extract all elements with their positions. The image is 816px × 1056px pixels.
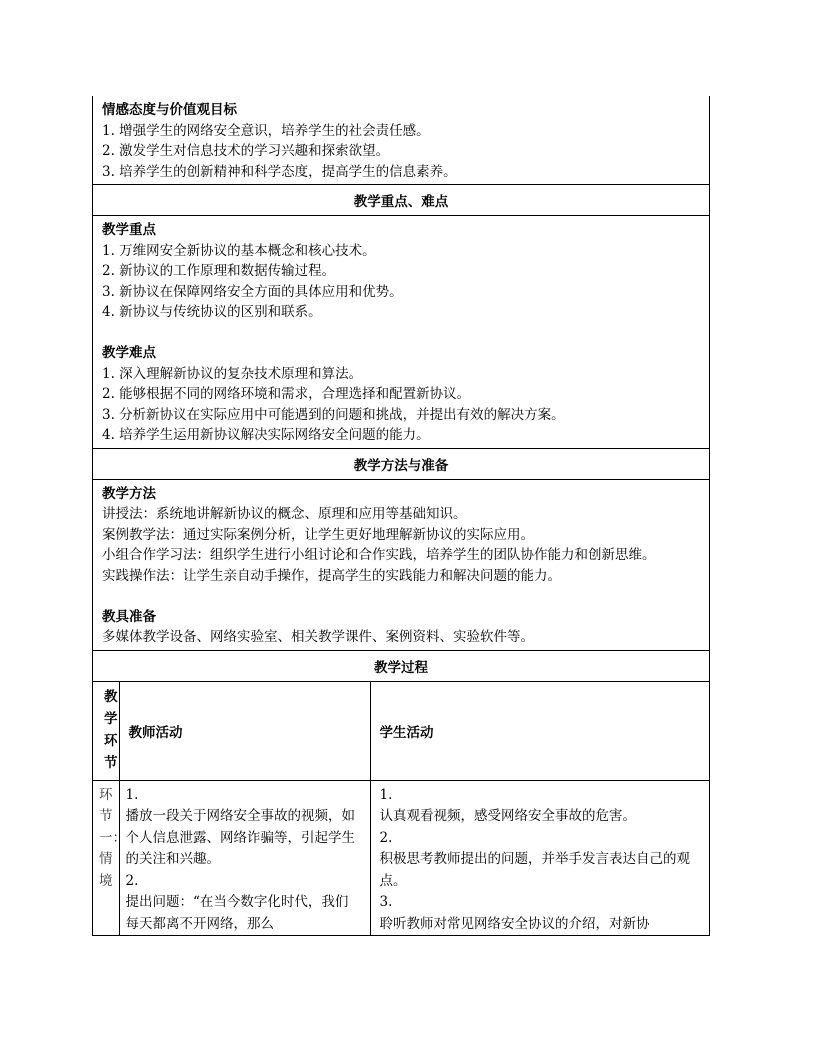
student-line: 聆听教师对常见网络安全协议的介绍，对新协 [379,915,650,932]
teacher-line: 提出问题：“在当今数字化时代，我们每天都离不开网络，那么 [125,894,349,932]
difficulty-item: 2. 能够根据不同的网络环境和需求，合理选择和配置新协议。 [102,386,471,402]
teacher-activity-cell [119,780,370,935]
focus-item: 4. 新协议与传统协议的区别和联系。 [102,304,322,320]
focus-title: 教学重点 [102,222,156,238]
affective-goal-item: 1. 增强学生的网络安全意识，培养学生的社会责任感。 [102,122,430,139]
method-item: 讲授法：系统地讲解新协议的概念、原理和应用等基础知识。 [102,506,467,522]
method-item: 案例教学法：通过实际案例分析，让学生更好地理解新协议的实际应用。 [102,526,534,543]
student-line: 2. [379,829,393,846]
key-points-cell [93,216,710,449]
focus-item: 2. 新协议的工作原理和数据传输过程。 [102,263,336,279]
focus-item: 1. 万维网安全新协议的基本概念和核心技术。 [102,242,376,259]
section-header-process: 教学过程 [93,650,710,681]
methods-cell [93,479,710,650]
section-header-key-points: 教学重点、难点 [93,185,710,216]
student-line: 积极思考教师提出的问题，并举手发言表达自己的观点。 [379,851,690,889]
process-table [93,682,710,936]
col-header-student: 学生活动 [370,682,710,781]
process-cell [93,681,710,936]
tools-title: 教具准备 [102,608,156,625]
method-item: 小组合作学习法：组织学生进行小组讨论和合作实践，培养学生的团队协作能力和创新思维。 [102,547,656,563]
difficulty-title: 教学难点 [102,345,156,361]
lesson-plan-table [92,96,710,936]
student-line: 1. [379,786,393,803]
col-header-segment: 教学环节 [93,682,119,781]
section-header-methods: 教学方法与准备 [93,448,710,479]
affective-goal-item: 2. 激发学生对信息技术的学习兴趣和探索欲望。 [102,143,390,159]
student-line: 认真观看视频，感受网络安全事故的危害。 [379,808,636,824]
affective-goal-item: 3. 培养学生的创新精神和科学态度，提高学生的信息素养。 [102,163,457,180]
difficulty-item: 4. 培养学生运用新协议解决实际网络安全问题的能力。 [102,427,430,443]
difficulty-item: 1. 深入理解新协议的复杂技术原理和算法。 [102,365,363,382]
student-line: 3. [379,894,393,910]
teacher-line: 播放一段关于网络安全事故的视频，如个人信息泄露、网络诈骗等，引起学生的关注和兴趣。 [125,808,355,867]
affective-goals-title: 情感态度与价值观目标 [102,102,237,118]
focus-item: 3. 新协议在保障网络安全方面的具体应用和优势。 [102,283,403,300]
affective-goals-cell [93,96,710,185]
col-header-teacher: 教师活动 [119,682,370,781]
tools-text: 多媒体教学设备、网络实验室、相关教学课件、案例资料、实验软件等。 [102,629,534,645]
method-item: 实践操作法：让学生亲自动手操作，提高学生的实践能力和解决问题的能力。 [102,567,561,584]
difficulty-item: 3. 分析新协议在实际应用中可能遇到的问题和挑战，并提出有效的解决方案。 [102,406,565,423]
segment-cell: 环节一：情境 [93,780,119,935]
teacher-line: 2. [125,872,139,889]
student-activity-cell [370,780,710,935]
teacher-line: 1. [125,786,139,803]
methods-title: 教学方法 [102,485,156,502]
